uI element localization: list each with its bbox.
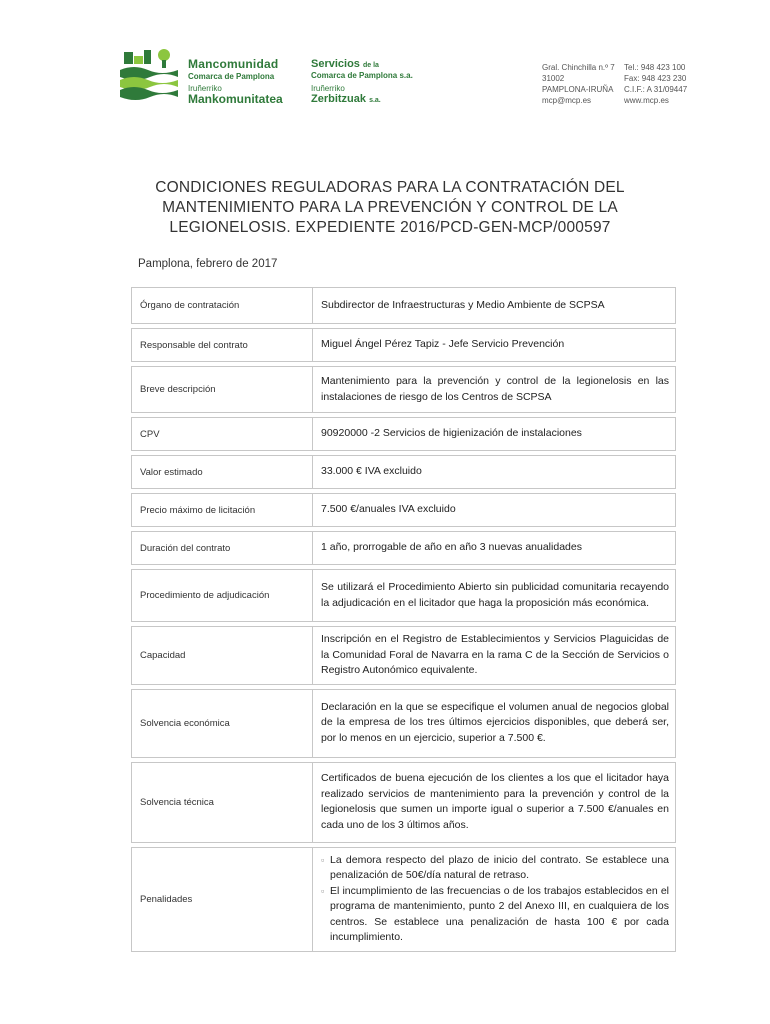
row-label: Valor estimado [132, 456, 313, 489]
table-row [132, 494, 676, 527]
row-value: Declaración en la que se especifique el volumen anual de negocios global de la empresa de los tres últimos ejercicios disponibles, que deberá ser, por lo menos en un ejercicio, superior a 7.500 €. [313, 689, 676, 757]
table-row [132, 762, 676, 842]
contact-postcode: 31002 [542, 74, 565, 83]
brand-mancomunidad [188, 58, 283, 107]
contact-cif: C.I.F.: A 31/09447 [624, 85, 688, 94]
contact-tel: Tel.: 948 423 100 [624, 63, 686, 72]
row-label: Responsable del contrato [132, 329, 313, 362]
bullet-icon: ▫ [321, 854, 325, 865]
table-row [132, 418, 676, 451]
row-value: Miguel Ángel Pérez Tapiz - Jefe Servicio Prevención [313, 329, 676, 362]
brand-secondary-line1 [311, 58, 413, 71]
dateline: Pamplona, febrero de 2017 [138, 258, 278, 270]
contact-phones [624, 62, 687, 106]
brand-secondary-line4 [311, 93, 413, 106]
conditions-table [131, 287, 676, 952]
title-line-1: CONDICIONES REGULADORAS PARA LA CONTRATACIÓN DEL [155, 179, 625, 196]
table-row [132, 570, 676, 622]
brand-secondary-line2: Comarca de Pamplona s.a. [311, 70, 413, 80]
brand-secondary-line4-main: Zerbitzuak [311, 93, 367, 106]
row-value: 90920000 -2 Servicios de higienización de instalaciones [313, 418, 676, 451]
list-item [321, 884, 669, 946]
row-label: Órgano de contratación [132, 288, 313, 324]
contact-fax: Fax: 948 423 230 [624, 74, 687, 83]
row-value: Inscripción en el Registro de Establecimientos y Servicios Plaguicidas de la Comunidad Foral de Navarra en la rama C de la Sección de Servicios o Registro Autonómico equivalente. [313, 627, 676, 685]
row-value: Se utilizará el Procedimiento Abierto sin publicidad comunitaria recayendo la adjudicación en el licitador que haga la proposición más económica. [313, 570, 676, 622]
penalties-list [321, 853, 669, 946]
document-title [140, 178, 640, 238]
brand-secondary-line1-main: Servicios [311, 58, 360, 70]
row-label: CPV [132, 418, 313, 451]
brand-primary-line4: Mankomunitatea [188, 92, 283, 107]
brand-primary-line3: Iruñerriko [188, 83, 222, 93]
table-row [132, 689, 676, 757]
row-value: 7.500 €/anuales IVA excluido [313, 494, 676, 527]
mancomunidad-logo-icon [118, 46, 182, 106]
brand-servicios [311, 58, 413, 106]
penalty-text: El incumplimiento de las frecuencias o de los trabajos establecidos en el programa de mantenimiento, punto 2 del Anexo III, en cualquiera de los centros. Se establece una penalización de hasta 100 € por cada incumplimiento. [330, 884, 669, 943]
contact-web: www.mcp.es [624, 96, 669, 105]
row-label: Precio máximo de licitación [132, 494, 313, 527]
brand-primary-line1: Mancomunidad [188, 57, 279, 71]
table-row [132, 532, 676, 565]
brand-secondary-line3: Iruñerriko [311, 83, 345, 93]
title-line-3: LEGIONELOSIS. EXPEDIENTE 2016/PCD-GEN-MCP/000597 [169, 219, 611, 236]
row-label: Duración del contrato [132, 532, 313, 565]
row-label: Breve descripción [132, 367, 313, 413]
row-value: 33.000 € IVA excluido [313, 456, 676, 489]
table-row [132, 288, 676, 324]
table-row [132, 329, 676, 362]
table-row [132, 456, 676, 489]
contact-email: mcp@mcp.es [542, 96, 592, 105]
row-value [313, 847, 676, 951]
title-line-2: MANTENIMIENTO PARA LA PREVENCIÓN Y CONTROL DE LA [162, 199, 618, 216]
table-row [132, 627, 676, 685]
table-row [132, 367, 676, 413]
table-row [132, 847, 676, 951]
brand-secondary-line1-small: de la [362, 62, 379, 69]
row-value: 1 año, prorrogable de año en año 3 nuevas anualidades [313, 532, 676, 565]
row-label: Solvencia económica [132, 689, 313, 757]
penalty-text: La demora respecto del plazo de inicio del contrato. Se establece una penalización de 50€/día natural de retraso. [330, 853, 669, 881]
brand-primary-line2: Comarca de Pamplona [188, 71, 275, 81]
row-value: Subdirector de Infraestructuras y Medio Ambiente de SCPSA [313, 288, 676, 324]
contact-city: PAMPLONA-IRUÑA [542, 85, 614, 94]
bullet-icon: ▫ [321, 885, 325, 896]
row-label: Procedimiento de adjudicación [132, 570, 313, 622]
contact-address [542, 62, 615, 106]
row-label: Solvencia técnica [132, 762, 313, 842]
brand-secondary-line4-small: s.a. [369, 97, 381, 105]
contact-street: Gral. Chinchilla n.º 7 [542, 63, 615, 72]
row-label: Penalidades [132, 847, 313, 951]
row-label: Capacidad [132, 627, 313, 685]
list-item [321, 853, 669, 884]
row-value: Certificados de buena ejecución de los clientes a los que el licitador haya realizado servicios de mantenimiento para la prevención y control de la legionelosis que sumen un importe igual o superior a 7.500 €/anuales en cada uno de los 3 últimos años. [313, 762, 676, 842]
row-value: Mantenimiento para la prevención y control de la legionelosis en las instalaciones de riesgo de los Centros de SCPSA [313, 367, 676, 413]
